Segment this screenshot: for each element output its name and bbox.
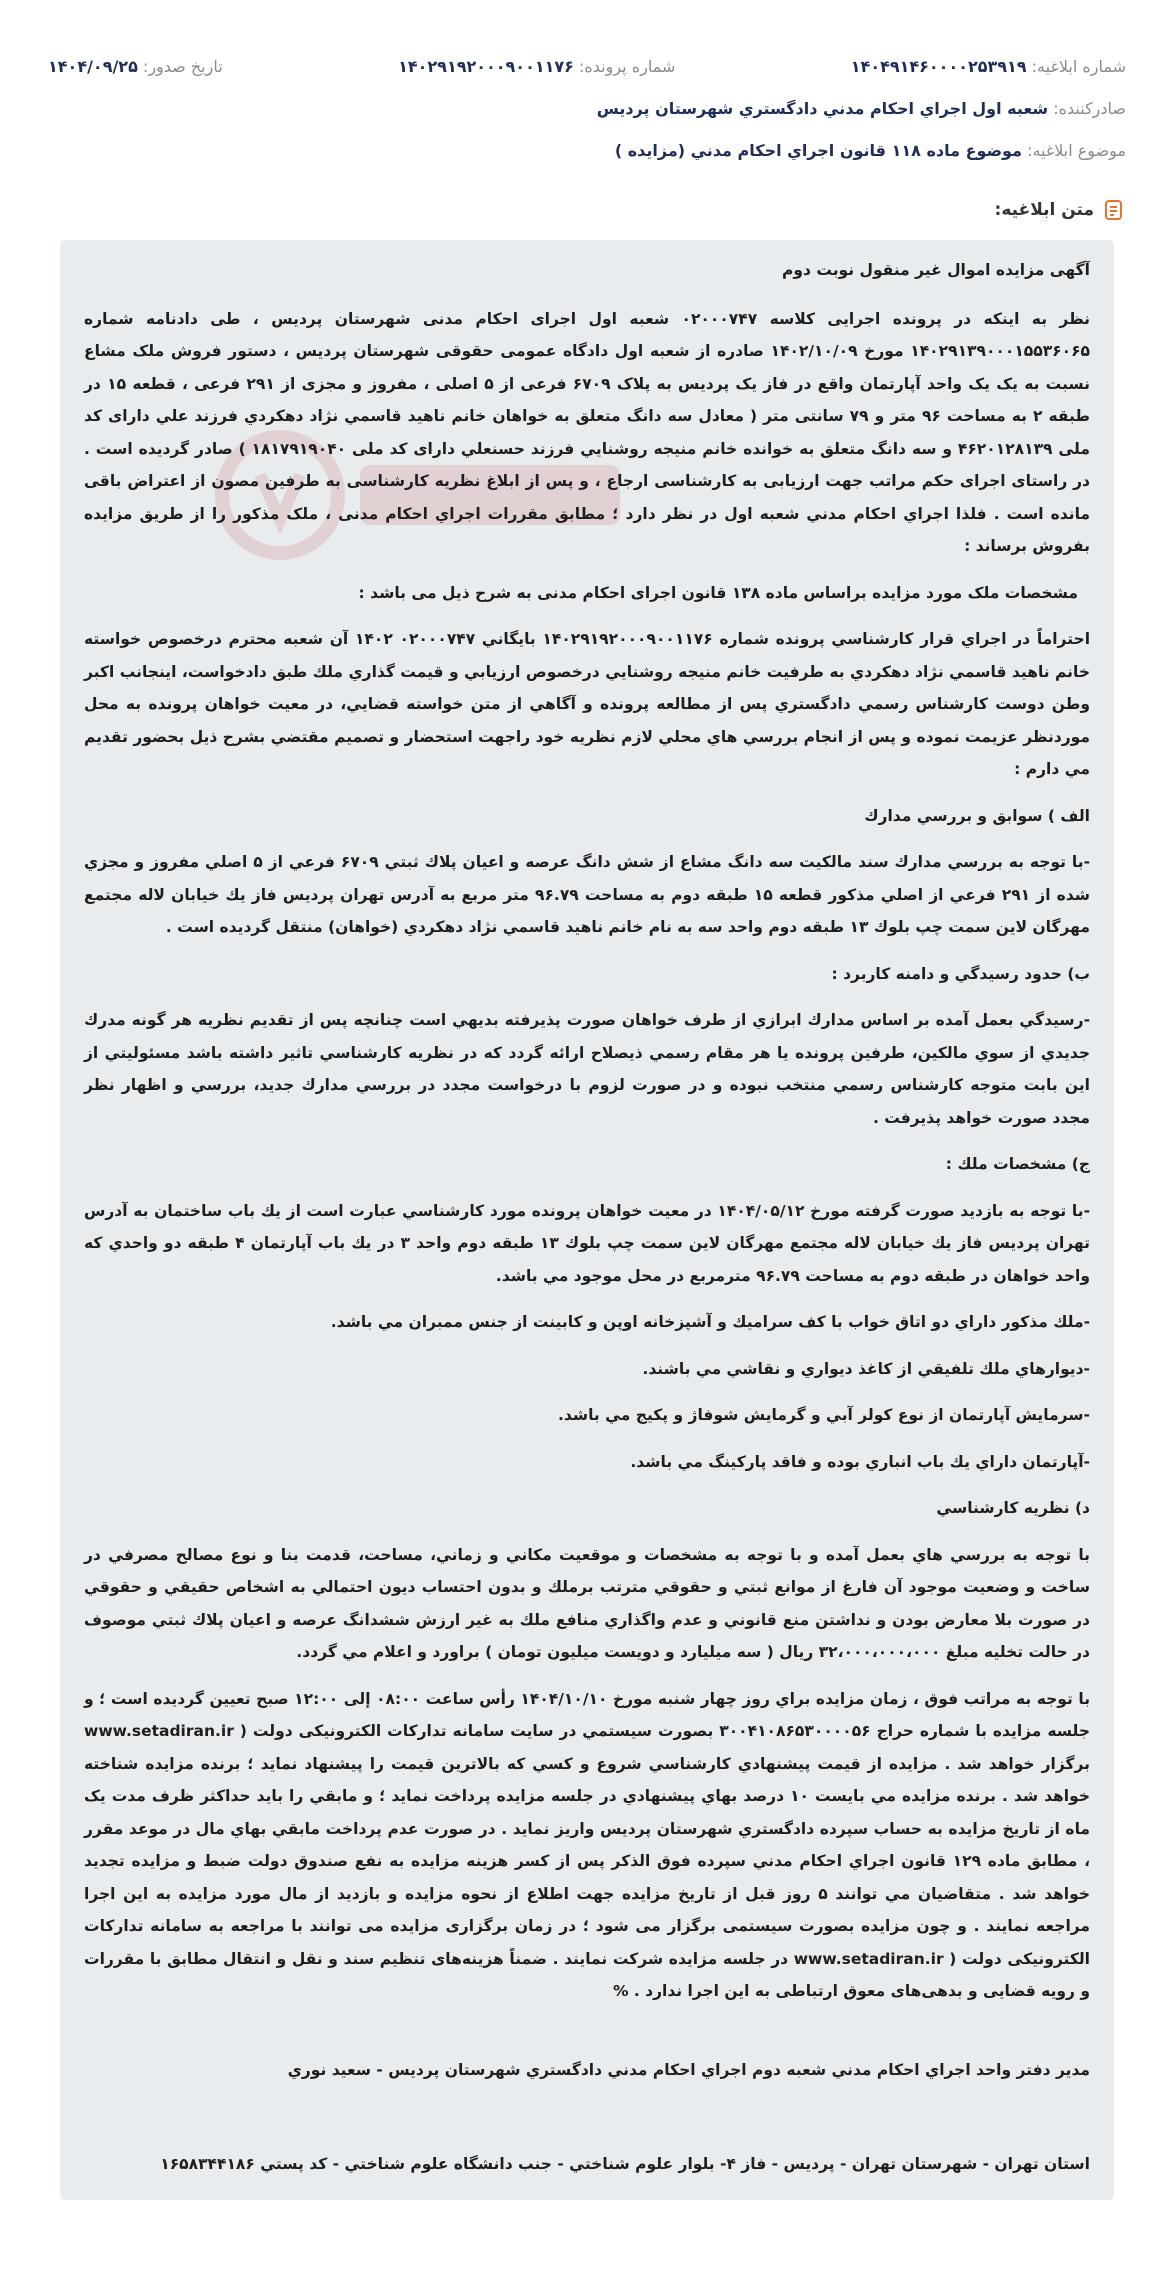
section-alef-text: -با توجه به بررسي مدارك سند مالكيت سه دانگ مشاع از شش دانگ عرصه و اعيان پلاك ثبتي ۶۷۰۹ فرعي از ۵ اصلي مفروز و مجزي شده از ۲۹۱ فرعي از اصلي مذكور قطعه ۱۵ طبقه دوم به مساحت ۹۶.۷۹ متر مربع به آدرس تهران پرديس فاز يك خيابان لاله مجتمع مهرگان لاين سمت چپ بلوك ۱۳ طبقه دوم واحد سه به نام خانم ناهيد قاسمي نژاد دهكردي (خواهان) منتقل گرديده است . bbox=[84, 853, 1091, 936]
address-line: استان تهران - شهرستان تهران - پرديس - فاز ۴- بلوار علوم شناختي - جنب دانشگاه علوم شناختي - كد پستي ۱۶۵۸۳۴۴۱۸۶ bbox=[160, 2155, 1090, 2173]
section-title-text: متن ابلاغیه: bbox=[994, 200, 1094, 220]
issue-date-label: تاريخ صدور: bbox=[142, 57, 223, 76]
subject-value: موضوع ماده ۱۱۸ قانون اجراي احكام مدني (مزايده ) bbox=[614, 141, 1022, 160]
case-number-value: ۱۴۰۲۹۱۹۲۰۰۰۹۰۰۱۱۷۶ bbox=[398, 57, 574, 76]
issue-date bbox=[48, 56, 223, 80]
notice-number-label: شماره ابلاغيه: bbox=[1031, 57, 1126, 76]
paragraph-specs-intro: مشخصات ملک مورد مزایده براساس ماده ۱۳۸ قانون اجرای احکام مدنی به شرح ذیل می باشد : bbox=[358, 583, 1078, 602]
list-item-walls: -ديوارهاي ملك تلفيقي از كاغذ ديواري و نقاشي مي باشند. bbox=[642, 1359, 1090, 1378]
notice-body bbox=[60, 240, 1114, 2200]
section-be-title: ب) حدود رسيدگي و دامنه كاربرد : bbox=[831, 964, 1090, 983]
section-jim-text: -با توجه به بازديد صورت گرفته مورخ ۱۴۰۴/۰۵/۱۲ در معيت خواهان پرونده مورد كارشناسي عبارت است از يك باب ساختمان به آدرس تهران پرديس فاز يك خيابان لاله مجتمع مهرگان لاين سمت چپ بلوك ۱۳ طبقه دوم واحد ۳ در يك باب آپارتمان ۴ طبقه دو واحدي كه واحد خواهان در طبقه دوم به مساحت ۹۶.۷۹ مترمربع در محل موجود مي باشد. bbox=[84, 1201, 1090, 1285]
issue-date-value: ۱۴۰۴/۰۹/۲۵ bbox=[48, 57, 138, 76]
signature-line: مدير دفتر واحد اجراي احكام مدني شعبه دوم اجراي احكام مدني دادگستري شهرستان پرديس - سعيد نوري bbox=[287, 2060, 1090, 2079]
section-dal-title: د) نظريه كارشناسي bbox=[936, 1499, 1090, 1517]
list-item-hvac: -سرمايش آپارتمان از نوع كولر آبي و گرمايش شوفاژ و پكيج مي باشد. bbox=[558, 1406, 1090, 1424]
section-dal-text: با توجه به بررسي هاي بعمل آمده و با توجه به مشخصات و موقعيت مكاني و زماني، مساحت، قدمت بنا و نوع مصالح مصرفي در ساخت و وضعيت موجود آن فارغ از موانع ثبتي و حقوقي مترتب برملك و بدون احتساب ديون احتمالي به اشخاص حقيقي و حقوقي در صورت بلا معارض بودن و نداشتن منع قانوني و عدم واگذاري منافع ملك به غير ارزش ششدانگ عرصه و اعيان پلاك ثبتي موصوف در حالت تخليه مبلغ ۳۲،۰۰۰،۰۰۰،۰۰۰ ريال ( سه ميليارد و دويست ميليون تومان ) براورد و اعلام مي گردد. bbox=[84, 1545, 1090, 1661]
paragraph-auction-terms: با توجه به مراتب فوق ، زمان مزايده براي روز چهار شنبه مورخ ۱۴۰۴/۱۰/۱۰ رأس ساعت ۰۸:۰۰ إلى ۱۲:۰۰ صبح تعيين گرديده است ؛ و جلسه مزايده با شماره حراج ۳۰۰۴۱۰۸۶۵۳۰۰۰۰۵۶ بصورت سيستمي در سايت سامانه تدارکات الکترونیکی دولت ( www.setadiran.ir برگزار خواهد شد . مزايده از قيمت پيشنهادي كارشناسي شروع و كسي كه بالاترين قيمت را پيشنهاد نمايد ؛ برنده مزايده شناخته خواهد شد . برنده مزايده مي بايست ۱۰ درصد بهاي پيشنهادي در جلسه مزايده پرداخت نمايد ؛ و مابقي را بايد حداكثر ظرف مدت يک ماه از تاريخ مزايده به حساب سپرده دادگستري شهرستان پرديس واريز نمايد . در صورت عدم پرداخت مابقي بهاي مال در موعد مقرر ، مطابق ماده ۱۲۹ قانون اجراي احكام مدني سپرده فوق الذكر پس از كسر هزينه مزايده به نفع صندوق دولت ضبط و مزايده تجديد خواهد شد . متقاضيان مي توانند ۵ روز قبل از تاريخ مزايده جهت اطلاع از نحوه مزايده و بازديد از مال مورد مزايده به اين اجرا مراجعه نمايند . و چون مزایده بصورت سیستمی برگزار می شود ؛ در زمان برگزاری مزایده می توانند با مراجعه به سامانه تدارکات الکترونیکی دولت ( www.setadiran.ir در جلسه مزایده شرکت نمایند . ضمناً هزینه‌های تنظیم سند و نقل و انتقال مطابق با مقررات و رویه قضایی و بدهی‌های معوق ارتباطی به این اجرا ندارد . % bbox=[84, 1689, 1091, 2000]
subject-label: موضوع ابلاغيه: bbox=[1027, 141, 1126, 160]
notice-meta-row bbox=[48, 56, 1126, 80]
section-be-text: -رسيدگي بعمل آمده بر اساس مدارك ابرازي از طرف خواهان صورت پذيرفته بديهي است چنانچه پس از تقديم نظريه هر گونه مدرك جديدي از سوي مالكين، طرفين پرونده يا هر مقام رسمي ذيصلاح ارائه گردد كه در نظريه كارشناسي تاثير داشته باشد مسئوليتي از اين بابت متوجه كارشناس رسمي منتخب نبوده و در صورت لزوم با درخواست مجدد در بررسي مدارك جديد، بررسي و اظهار نظر مجدد صورت خواهد پذيرفت . bbox=[84, 1011, 1090, 1127]
case-number-label: شماره پرونده: bbox=[578, 57, 676, 76]
sender-row bbox=[48, 98, 1126, 120]
list-item-storage: -آپارتمان داراي يك باب انباري بوده و فاقد پاركينگ مي باشد. bbox=[630, 1452, 1090, 1471]
section-title bbox=[995, 198, 1126, 222]
notice-number bbox=[851, 56, 1126, 80]
paragraph-expert-order: احتراماً در اجراي قرار كارشناسي پرونده شماره ۱۴۰۲۹۱۹۲۰۰۰۹۰۰۱۱۷۶ بايگاني ۰۲۰۰۰۷۴۷ ۱۴۰۲ آن شعبه محترم درخصوص خواسته خانم ناهيد قاسمي نژاد دهكردي به طرفيت خانم منيجه روشنايي درخصوص ارزيابي و قيمت گذاري ملك طبق دادخواست، اينجانب اكبر وطن دوست كارشناس رسمي دادگستري پس از مطالعه پرونده و آگاهي از متن خواسته قضايي، در معيت خواهان پرونده به محل موردنظر عزيمت نموده و پس از انجام بررسي هاي محلي لازم نظريه خود راجهت استحضار و تصميم مقتضي بشرح ذيل بحضور تقديم مي دارم : bbox=[84, 630, 1091, 778]
sender-label: صادرکننده: bbox=[1053, 99, 1126, 118]
list-item-rooms: -ملك مذكور داراي دو اتاق خواب با كف سراميك و آشپزخانه اوپن و كابينت از جنس ممبران مي باشد. bbox=[330, 1313, 1090, 1331]
notice-heading: آگهی مزایده اموال غیر منقول نوبت دوم bbox=[781, 261, 1090, 279]
subject-row bbox=[48, 140, 1126, 162]
document-icon bbox=[1102, 198, 1126, 222]
case-number bbox=[398, 56, 675, 80]
sender-value: شعبه اول اجراي احكام مدني دادگستري شهرستان پرديس bbox=[596, 99, 1049, 118]
paragraph-intro: نظر به اینکه در پرونده اجرایی کلاسه ۰۲۰۰۰۷۴۷ شعبه اول اجرای احکام مدنی شهرستان پردیس ، طی دادنامه شماره ۱۴۰۲۹۱۳۹۰۰۰۱۵۵۳۶۰۶۵ مورخ ۱۴۰۲/۱۰/۰۹ صادره از شعبه اول دادگاه عمومی حقوقی شهرستان پردیس ، دستور فروش ملک مشاع نسبت به یک یک واحد آپارتمان واقع در فاز یک پردیس به پلاک ۶۷۰۹ فرعی از ۵ اصلی ، مفروز و مجزی از ۲۹۱ فرعی ، قطعه ۱۵ در طبقه ۲ به مساحت ۹۶ متر و ۷۹ سانتی متر ( معادل سه دانگ متعلق به خواهان خانم ناهيد قاسمي نژاد دهكردي فرزند علي دارای کد ملی ۴۶۲۰۱۲۸۱۳۹ و سه دانگ متعلق به خوانده خانم منيجه روشنايي فرزند حسنعلي دارای کد ملی ۱۸۱۷۹۱۹۰۴۰ ) صادر گردیده است . در راستای اجرای حکم مراتب جهت ارزیابی به کارشناسی ارجاع ، و پس از ابلاغ نظریه کارشناسی به طرفین مصون از اعتراض باقی مانده است . فلذا اجراي احكام مدني شعبه اول در نظر دارد ؛ مطابق مقررات اجراي احكام مدنی ، ملک مذکور را از طریق مزایده بفروش برساند : bbox=[84, 309, 1091, 555]
notice-number-value: ۱۴۰۴۹۱۴۶۰۰۰۰۲۵۳۹۱۹ bbox=[850, 57, 1027, 76]
section-alef-title: الف ) سوابق و بررسي مدارك bbox=[864, 806, 1090, 825]
section-jim-title: ج) مشخصات ملك : bbox=[945, 1155, 1090, 1173]
